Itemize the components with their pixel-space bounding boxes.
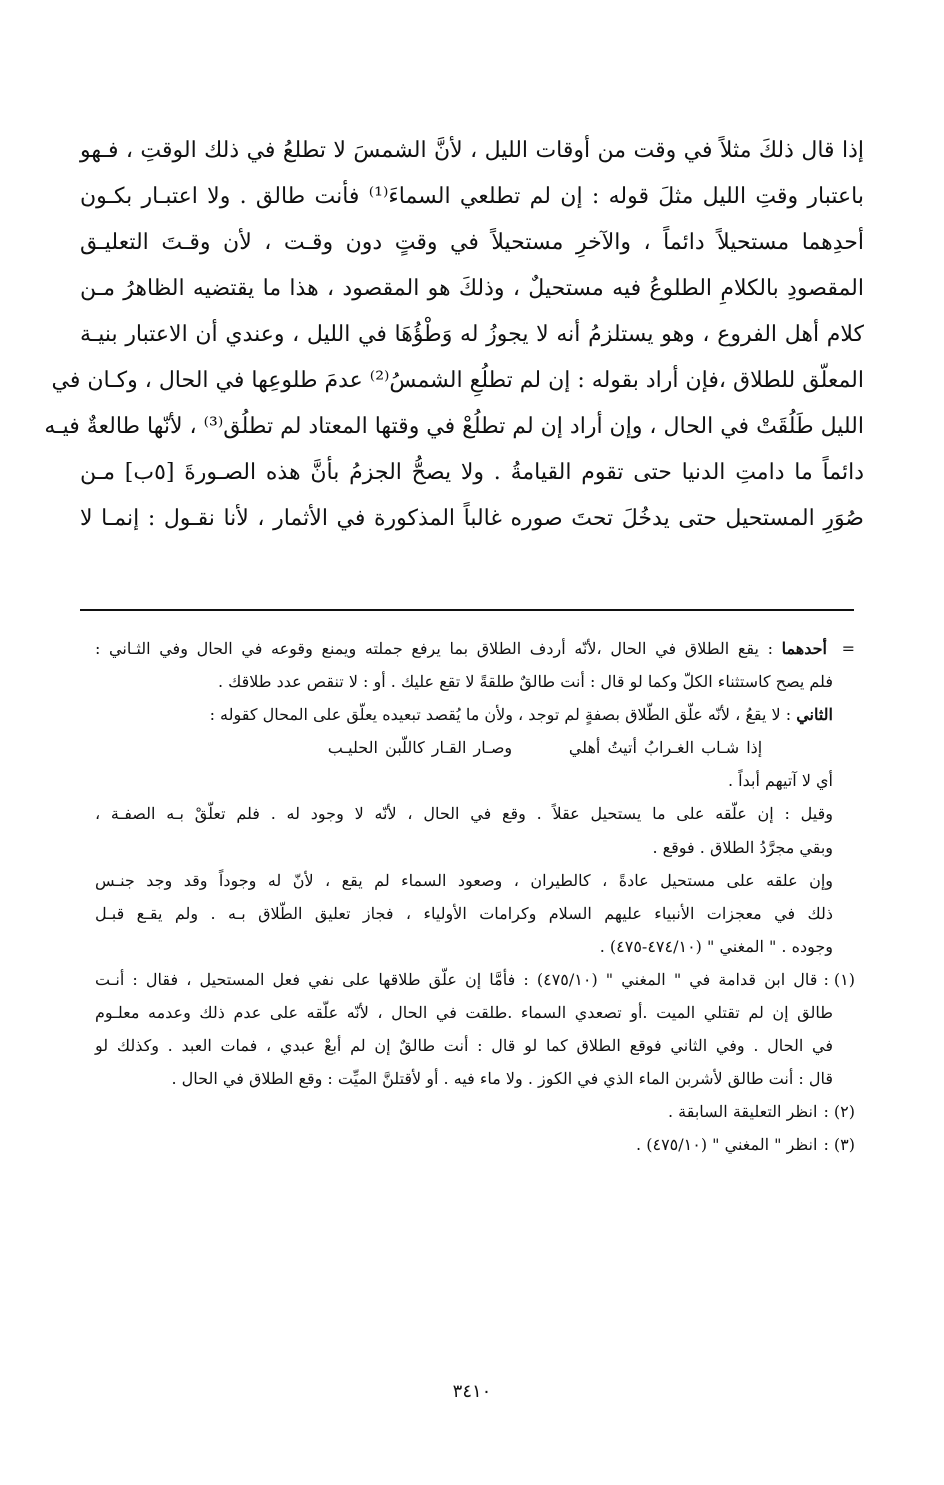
- footnote-2-marker: (٢) :: [823, 1102, 855, 1122]
- main-text-line: دائماً ما دامتِ الدنيا حتى تقوم القيامةُ . ولا يصحُّ الجزمُ بأنَّ هذه الصـورةَ [٥ب] مـن: [80, 460, 865, 485]
- footnote-text: : يقع الطلاق في الحال ،لأنّه أردف الطلاق بما يرفع جملته ويمنع وقوعه في الحال وفي الثـاني :: [95, 639, 773, 658]
- footnote-line: وبقي مجرَّدُ الطلاق . فوقع .: [652, 837, 833, 857]
- footnote-1-marker: (١) :: [823, 969, 855, 989]
- footnote-text: انظر التعليقة السابقة .: [667, 1102, 818, 1122]
- footnote-1-line: في الحال . وفي الثاني فوقع الطلاق كما لو قال : أنت طالقٌ إن لم أبعْ عبدي ، فمات العبد . وكذلك لو: [95, 1036, 833, 1056]
- footnote-1-line: طالق إن لم تقتلي الميت .أو تصعدي السماء .طلقت في الحال ، لأنّه علّقه على عدم ذلك وعدمه معلـوم: [95, 1003, 833, 1023]
- footnote-line: أي لا آتيهم أبداً .: [727, 771, 833, 791]
- page-number: ٣٤١٠: [452, 1381, 492, 1402]
- continuation-marker: =: [841, 639, 856, 658]
- footnote-separator: [80, 609, 854, 611]
- footnote-3-marker: (٣) :: [823, 1135, 855, 1155]
- footnote-line: [95, 698, 855, 731]
- main-text-line: صُوَرِ المستحيل حتى يدخُلَ تحتَ صوره غالباً المذكورة في الأثمار ، لأنا نقـول : إنمـا لا: [80, 506, 864, 531]
- term-first: أحدهما: [781, 639, 827, 658]
- main-text-line: باعتبار وقتِ الليل مثلَ قوله : إن لم تطلعي السماءَ⁽¹⁾ فأنت طالق . ولا اعتبـار بكـون: [80, 184, 864, 209]
- footnote-text: انظر " المغني " (٤٧٥/١٠) .: [636, 1135, 818, 1155]
- footnotes: [95, 632, 855, 1162]
- footnote-text: قال ابن قدامة في " المغني " (٤٧٥/١٠) : فأمَّا إن علّق طلاقها على نفي فعل المستحيل ، فقال : أنـت: [95, 969, 818, 989]
- main-text-line: المعلّق للطلاق ،فإن أراد بقوله : إن لم تطلُعِ الشمسُ⁽²⁾ عدمَ طلوعِها في الحال ، وكـان في: [51, 368, 864, 393]
- main-text-line: كلام أهل الفروع ، وهو يستلزمُ أنه لا يجوزُ له وَطْؤُهَا في الليل ، وعندي أن الاعتبار بنيـة: [80, 322, 864, 347]
- verse-hemistich-1: إذا شـاب الغـرابُ أتيتُ أهلي: [568, 738, 763, 758]
- footnote-text: : لا يقعُ ، لأنّه علّق الطّلاق بصفةٍ لم توجد ، ولأن ما يُقصد تبعيده يعلّق على المحال كقوله :: [209, 705, 792, 725]
- term-second: الثاني: [796, 705, 833, 725]
- footnote-line: ذلك في معجزات الأنبياء عليهم السلام وكرامات الأولياء ، فجاز تعليق الطّلاق بـه . ولم يقـع قبـل: [95, 903, 833, 923]
- main-body-text: [44, 128, 865, 542]
- poetry-verse: [95, 731, 855, 764]
- footnote-1-line: [95, 963, 855, 996]
- footnote-2-line: [95, 1095, 855, 1128]
- main-text-line: الليل طَلُقَتْ في الحال ، وإن أراد إن لم تطلُعْ في وقتها المعتاد لم تطلُق⁽³⁾ ، لأنّها طالعةٌ فيـه: [44, 414, 864, 439]
- footnote-line: [95, 632, 855, 665]
- footnote-3-line: [95, 1128, 855, 1161]
- footnote-1-line: قال : أنت طالق لأشربن الماء الذي في الكوز . ولا ماء فيه . أو لأقتلنَّ الميِّت : وقع الطلاق في الحال .: [171, 1069, 833, 1089]
- main-text-line: إذا قال ذلكَ مثلاً في وقت من أوقات الليل ، لأنَّ الشمسَ لا تطلعُ في ذلك الوقتِ ، فـهو: [80, 138, 864, 163]
- footnote-line: وإن علقه على مستحيل عادةً ، كالطيران ، وصعود السماء لم يقع ، لأنّ له وجوداً وقد وجد جنـس: [95, 870, 833, 890]
- footnote-line: وقيل : إن علّقه على ما يستحيل عقلاً . وقع في الحال ، لأنّه لا وجود له . فلم تعلّقْ بـه الصفـة ،: [95, 804, 833, 824]
- main-text-line: المقصودِ بالكلامِ الطلوعُ فيه مستحيلٌ ، وذلكَ هو المقصود ، هذا ما يقتضيه الظاهرُ مـن: [80, 276, 864, 301]
- footnote-line: فلم يصح كاستثناء الكلّ وكما لو قال : أنت طالقٌ طلقةً لا تقع عليك . أو : لا تنقص عدد طلاقك .: [217, 672, 833, 692]
- footnote-line: وجوده . " المغني " (٤٧٤/١٠-٤٧٥) .: [599, 936, 833, 956]
- main-text-line: أحدِهما مستحيلاً دائماً ، والآخرِ مستحيلاً في وقتٍ دون وقـت ، لأن وقـتَ التعليـق: [80, 230, 864, 255]
- verse-hemistich-2: وصـار القـار كاللّبن الحليـب: [327, 738, 513, 758]
